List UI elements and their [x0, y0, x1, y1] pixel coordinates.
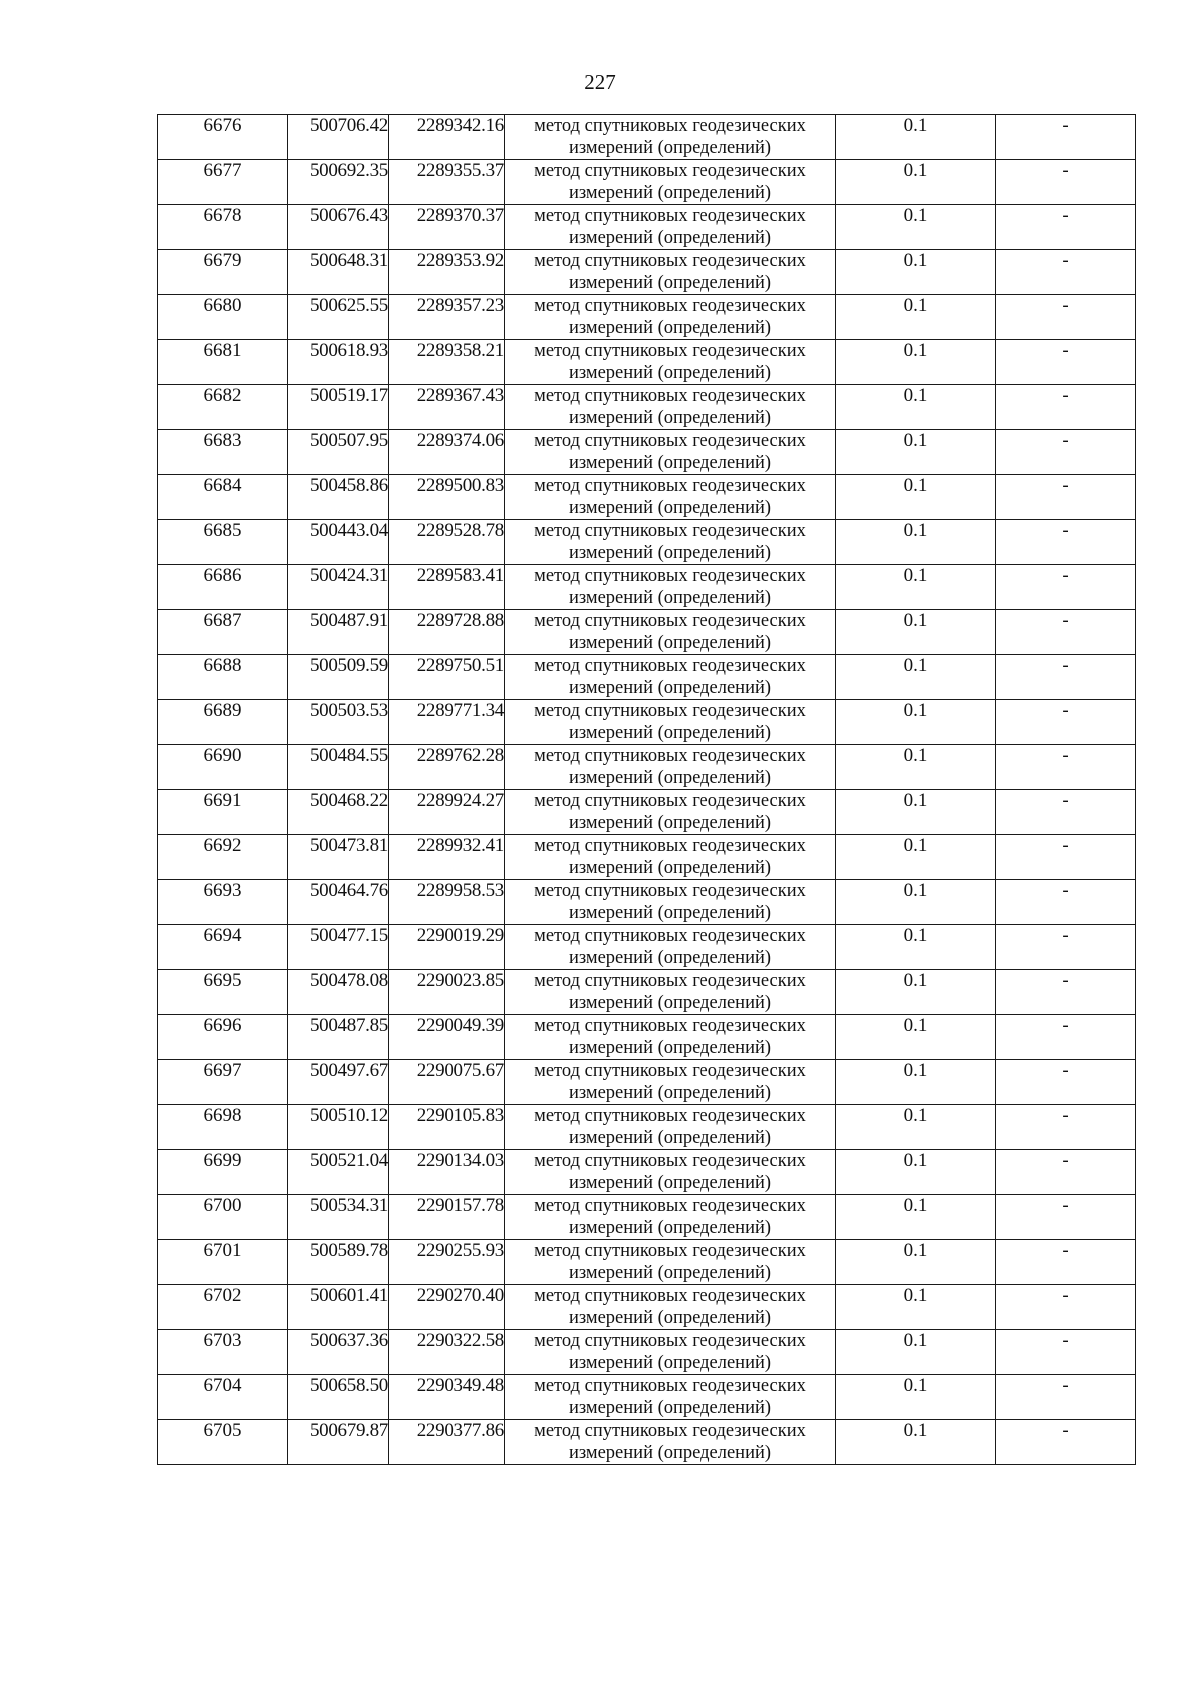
method-cell: метод спутниковых геодезических измерений (определений) [505, 1240, 836, 1285]
y-coordinate-cell: 2290349.48 [389, 1375, 505, 1420]
point-number-cell: 6692 [158, 835, 288, 880]
y-coordinate-cell: 2289924.27 [389, 790, 505, 835]
table-row [158, 115, 1136, 160]
method-cell: метод спутниковых геодезических измерений (определений) [505, 1105, 836, 1150]
x-coordinate-cell: 500473.81 [288, 835, 389, 880]
description-cell: - [996, 925, 1136, 970]
method-cell: метод спутниковых геодезических измерений (определений) [505, 610, 836, 655]
table-row [158, 160, 1136, 205]
description-cell: - [996, 1060, 1136, 1105]
method-cell: метод спутниковых геодезических измерений (определений) [505, 655, 836, 700]
table-row [158, 1105, 1136, 1150]
point-number-cell: 6677 [158, 160, 288, 205]
point-number-cell: 6684 [158, 475, 288, 520]
y-coordinate-cell: 2290134.03 [389, 1150, 505, 1195]
accuracy-cell: 0.1 [836, 745, 996, 790]
table-row [158, 205, 1136, 250]
x-coordinate-cell: 500625.55 [288, 295, 389, 340]
description-cell: - [996, 835, 1136, 880]
point-number-cell: 6689 [158, 700, 288, 745]
x-coordinate-cell: 500507.95 [288, 430, 389, 475]
y-coordinate-cell: 2290075.67 [389, 1060, 505, 1105]
description-cell: - [996, 745, 1136, 790]
point-number-cell: 6699 [158, 1150, 288, 1195]
accuracy-cell: 0.1 [836, 880, 996, 925]
accuracy-cell: 0.1 [836, 250, 996, 295]
table-row [158, 1015, 1136, 1060]
description-cell: - [996, 430, 1136, 475]
point-number-cell: 6697 [158, 1060, 288, 1105]
x-coordinate-cell: 500676.43 [288, 205, 389, 250]
description-cell: - [996, 790, 1136, 835]
method-cell: метод спутниковых геодезических измерений (определений) [505, 1285, 836, 1330]
table-row [158, 1060, 1136, 1105]
table-row [158, 790, 1136, 835]
table-row [158, 925, 1136, 970]
accuracy-cell: 0.1 [836, 1420, 996, 1465]
table-row [158, 1375, 1136, 1420]
x-coordinate-cell: 500424.31 [288, 565, 389, 610]
y-coordinate-cell: 2290049.39 [389, 1015, 505, 1060]
x-coordinate-cell: 500510.12 [288, 1105, 389, 1150]
table-row [158, 295, 1136, 340]
y-coordinate-cell: 2289353.92 [389, 250, 505, 295]
x-coordinate-cell: 500648.31 [288, 250, 389, 295]
description-cell: - [996, 1240, 1136, 1285]
y-coordinate-cell: 2289367.43 [389, 385, 505, 430]
description-cell: - [996, 340, 1136, 385]
x-coordinate-cell: 500487.91 [288, 610, 389, 655]
point-number-cell: 6681 [158, 340, 288, 385]
point-number-cell: 6687 [158, 610, 288, 655]
table-row [158, 475, 1136, 520]
y-coordinate-cell: 2289771.34 [389, 700, 505, 745]
accuracy-cell: 0.1 [836, 835, 996, 880]
y-coordinate-cell: 2289932.41 [389, 835, 505, 880]
point-number-cell: 6703 [158, 1330, 288, 1375]
y-coordinate-cell: 2289528.78 [389, 520, 505, 565]
table-row [158, 970, 1136, 1015]
table-row [158, 835, 1136, 880]
accuracy-cell: 0.1 [836, 1375, 996, 1420]
description-cell: - [996, 1105, 1136, 1150]
description-cell: - [996, 520, 1136, 565]
accuracy-cell: 0.1 [836, 1060, 996, 1105]
accuracy-cell: 0.1 [836, 790, 996, 835]
point-number-cell: 6691 [158, 790, 288, 835]
description-cell: - [996, 250, 1136, 295]
accuracy-cell: 0.1 [836, 475, 996, 520]
point-number-cell: 6694 [158, 925, 288, 970]
y-coordinate-cell: 2289728.88 [389, 610, 505, 655]
coordinates-table [157, 114, 1136, 1465]
table-row [158, 1150, 1136, 1195]
table-row [158, 745, 1136, 790]
method-cell: метод спутниковых геодезических измерений (определений) [505, 880, 836, 925]
table-row [158, 340, 1136, 385]
y-coordinate-cell: 2290270.40 [389, 1285, 505, 1330]
coordinates-table-body [158, 115, 1136, 1465]
table-row [158, 655, 1136, 700]
point-number-cell: 6688 [158, 655, 288, 700]
y-coordinate-cell: 2290377.86 [389, 1420, 505, 1465]
x-coordinate-cell: 500521.04 [288, 1150, 389, 1195]
y-coordinate-cell: 2289583.41 [389, 565, 505, 610]
x-coordinate-cell: 500601.41 [288, 1285, 389, 1330]
description-cell: - [996, 1330, 1136, 1375]
method-cell: метод спутниковых геодезических измерений (определений) [505, 250, 836, 295]
x-coordinate-cell: 500658.50 [288, 1375, 389, 1420]
method-cell: метод спутниковых геодезических измерений (определений) [505, 160, 836, 205]
table-row [158, 610, 1136, 655]
accuracy-cell: 0.1 [836, 160, 996, 205]
point-number-cell: 6680 [158, 295, 288, 340]
point-number-cell: 6678 [158, 205, 288, 250]
x-coordinate-cell: 500468.22 [288, 790, 389, 835]
method-cell: метод спутниковых геодезических измерений (определений) [505, 1420, 836, 1465]
method-cell: метод спутниковых геодезических измерений (определений) [505, 565, 836, 610]
method-cell: метод спутниковых геодезических измерений (определений) [505, 205, 836, 250]
y-coordinate-cell: 2290157.78 [389, 1195, 505, 1240]
accuracy-cell: 0.1 [836, 1195, 996, 1240]
x-coordinate-cell: 500458.86 [288, 475, 389, 520]
page-number: 227 [584, 70, 616, 94]
method-cell: метод спутниковых геодезических измерений (определений) [505, 700, 836, 745]
method-cell: метод спутниковых геодезических измерений (определений) [505, 430, 836, 475]
y-coordinate-cell: 2289958.53 [389, 880, 505, 925]
method-cell: метод спутниковых геодезических измерений (определений) [505, 835, 836, 880]
description-cell: - [996, 610, 1136, 655]
accuracy-cell: 0.1 [836, 700, 996, 745]
table-row [158, 1195, 1136, 1240]
point-number-cell: 6685 [158, 520, 288, 565]
y-coordinate-cell: 2290255.93 [389, 1240, 505, 1285]
accuracy-cell: 0.1 [836, 1015, 996, 1060]
table-row [158, 1285, 1136, 1330]
method-cell: метод спутниковых геодезических измерений (определений) [505, 385, 836, 430]
x-coordinate-cell: 500637.36 [288, 1330, 389, 1375]
table-row [158, 565, 1136, 610]
accuracy-cell: 0.1 [836, 205, 996, 250]
description-cell: - [996, 295, 1136, 340]
x-coordinate-cell: 500464.76 [288, 880, 389, 925]
method-cell: метод спутниковых геодезических измерений (определений) [505, 1060, 836, 1105]
point-number-cell: 6676 [158, 115, 288, 160]
method-cell: метод спутниковых геодезических измерений (определений) [505, 1330, 836, 1375]
y-coordinate-cell: 2289374.06 [389, 430, 505, 475]
description-cell: - [996, 655, 1136, 700]
table-row [158, 880, 1136, 925]
point-number-cell: 6702 [158, 1285, 288, 1330]
accuracy-cell: 0.1 [836, 1105, 996, 1150]
method-cell: метод спутниковых геодезических измерений (определений) [505, 295, 836, 340]
accuracy-cell: 0.1 [836, 610, 996, 655]
description-cell: - [996, 475, 1136, 520]
y-coordinate-cell: 2290023.85 [389, 970, 505, 1015]
description-cell: - [996, 385, 1136, 430]
accuracy-cell: 0.1 [836, 970, 996, 1015]
x-coordinate-cell: 500679.87 [288, 1420, 389, 1465]
y-coordinate-cell: 2289358.21 [389, 340, 505, 385]
description-cell: - [996, 1195, 1136, 1240]
method-cell: метод спутниковых геодезических измерений (определений) [505, 1195, 836, 1240]
table-row [158, 700, 1136, 745]
accuracy-cell: 0.1 [836, 1150, 996, 1195]
accuracy-cell: 0.1 [836, 565, 996, 610]
point-number-cell: 6704 [158, 1375, 288, 1420]
point-number-cell: 6705 [158, 1420, 288, 1465]
accuracy-cell: 0.1 [836, 655, 996, 700]
point-number-cell: 6682 [158, 385, 288, 430]
accuracy-cell: 0.1 [836, 340, 996, 385]
point-number-cell: 6686 [158, 565, 288, 610]
method-cell: метод спутниковых геодезических измерений (определений) [505, 790, 836, 835]
point-number-cell: 6693 [158, 880, 288, 925]
accuracy-cell: 0.1 [836, 430, 996, 475]
description-cell: - [996, 1150, 1136, 1195]
method-cell: метод спутниковых геодезических измерений (определений) [505, 1015, 836, 1060]
point-number-cell: 6679 [158, 250, 288, 295]
description-cell: - [996, 160, 1136, 205]
y-coordinate-cell: 2289357.23 [389, 295, 505, 340]
point-number-cell: 6701 [158, 1240, 288, 1285]
x-coordinate-cell: 500477.15 [288, 925, 389, 970]
table-row [158, 520, 1136, 565]
y-coordinate-cell: 2290019.29 [389, 925, 505, 970]
x-coordinate-cell: 500706.42 [288, 115, 389, 160]
point-number-cell: 6696 [158, 1015, 288, 1060]
x-coordinate-cell: 500589.78 [288, 1240, 389, 1285]
x-coordinate-cell: 500534.31 [288, 1195, 389, 1240]
description-cell: - [996, 1285, 1136, 1330]
point-number-cell: 6690 [158, 745, 288, 790]
method-cell: метод спутниковых геодезических измерений (определений) [505, 925, 836, 970]
y-coordinate-cell: 2290105.83 [389, 1105, 505, 1150]
point-number-cell: 6700 [158, 1195, 288, 1240]
point-number-cell: 6683 [158, 430, 288, 475]
x-coordinate-cell: 500503.53 [288, 700, 389, 745]
table-row [158, 1330, 1136, 1375]
method-cell: метод спутниковых геодезических измерений (определений) [505, 970, 836, 1015]
method-cell: метод спутниковых геодезических измерений (определений) [505, 115, 836, 160]
x-coordinate-cell: 500509.59 [288, 655, 389, 700]
description-cell: - [996, 115, 1136, 160]
point-number-cell: 6698 [158, 1105, 288, 1150]
method-cell: метод спутниковых геодезических измерений (определений) [505, 1150, 836, 1195]
method-cell: метод спутниковых геодезических измерений (определений) [505, 520, 836, 565]
description-cell: - [996, 880, 1136, 925]
table-row [158, 1240, 1136, 1285]
accuracy-cell: 0.1 [836, 385, 996, 430]
accuracy-cell: 0.1 [836, 1240, 996, 1285]
x-coordinate-cell: 500692.35 [288, 160, 389, 205]
x-coordinate-cell: 500519.17 [288, 385, 389, 430]
x-coordinate-cell: 500618.93 [288, 340, 389, 385]
y-coordinate-cell: 2290322.58 [389, 1330, 505, 1375]
method-cell: метод спутниковых геодезических измерений (определений) [505, 745, 836, 790]
accuracy-cell: 0.1 [836, 295, 996, 340]
x-coordinate-cell: 500487.85 [288, 1015, 389, 1060]
x-coordinate-cell: 500478.08 [288, 970, 389, 1015]
description-cell: - [996, 1420, 1136, 1465]
accuracy-cell: 0.1 [836, 1285, 996, 1330]
y-coordinate-cell: 2289750.51 [389, 655, 505, 700]
accuracy-cell: 0.1 [836, 1330, 996, 1375]
point-number-cell: 6695 [158, 970, 288, 1015]
table-row [158, 250, 1136, 295]
y-coordinate-cell: 2289370.37 [389, 205, 505, 250]
description-cell: - [996, 1015, 1136, 1060]
description-cell: - [996, 1375, 1136, 1420]
description-cell: - [996, 970, 1136, 1015]
method-cell: метод спутниковых геодезических измерений (определений) [505, 475, 836, 520]
accuracy-cell: 0.1 [836, 520, 996, 565]
table-row [158, 430, 1136, 475]
x-coordinate-cell: 500484.55 [288, 745, 389, 790]
description-cell: - [996, 565, 1136, 610]
y-coordinate-cell: 2289762.28 [389, 745, 505, 790]
x-coordinate-cell: 500443.04 [288, 520, 389, 565]
table-row [158, 385, 1136, 430]
description-cell: - [996, 700, 1136, 745]
accuracy-cell: 0.1 [836, 115, 996, 160]
x-coordinate-cell: 500497.67 [288, 1060, 389, 1105]
y-coordinate-cell: 2289500.83 [389, 475, 505, 520]
y-coordinate-cell: 2289355.37 [389, 160, 505, 205]
method-cell: метод спутниковых геодезических измерений (определений) [505, 1375, 836, 1420]
accuracy-cell: 0.1 [836, 925, 996, 970]
y-coordinate-cell: 2289342.16 [389, 115, 505, 160]
table-row [158, 1420, 1136, 1465]
method-cell: метод спутниковых геодезических измерений (определений) [505, 340, 836, 385]
description-cell: - [996, 205, 1136, 250]
